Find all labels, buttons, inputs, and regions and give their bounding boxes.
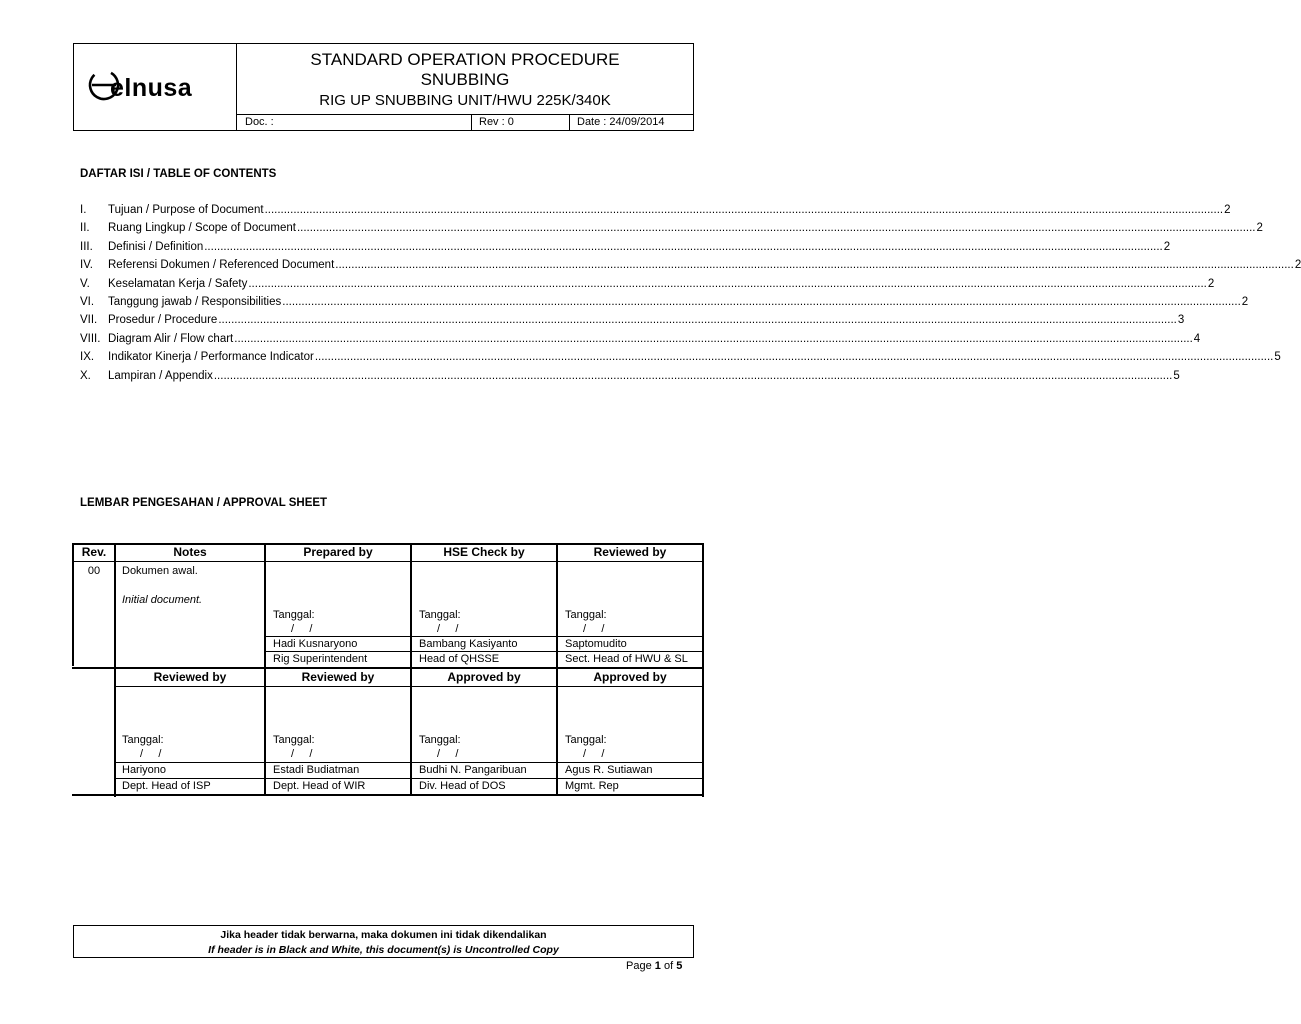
toc-leader: ............................................................................................................................................................................................................................................................................................................ xyxy=(314,351,1274,364)
toc-title: Indikator Kinerja / Performance Indicator xyxy=(108,351,314,364)
approval-table xyxy=(72,543,704,797)
note-id: Dokumen awal. xyxy=(122,565,198,577)
toc-number: V. xyxy=(80,277,90,290)
date-slashes: / / xyxy=(291,748,313,760)
toc-item[interactable] xyxy=(80,332,1201,351)
toc-title: Tujuan / Purpose of Document xyxy=(108,204,264,216)
toc-title: Tanggung jawab / Responsibilities xyxy=(108,296,282,308)
tanggal-label: Tanggal: xyxy=(273,609,315,621)
col-prepared: Prepared by xyxy=(303,545,373,559)
toc-title: Ruang Lingkup / Scope of Document xyxy=(108,222,296,235)
toc-item[interactable] xyxy=(80,259,1301,277)
page-total: 5 xyxy=(676,960,683,972)
toc-page: 4 xyxy=(1193,332,1201,345)
page-label: Page xyxy=(626,960,652,972)
col-reviewed-2: Reviewed by xyxy=(153,670,227,684)
toc-page: 2 xyxy=(1224,204,1231,216)
toc-leader: ............................................................................................................................................................................................................................................................................................................ xyxy=(218,314,1177,327)
toc-leader: ............................................................................................................................................................................................................................................................................................................ xyxy=(296,222,1256,235)
tanggal-label: Tanggal: xyxy=(565,609,607,621)
tanggal-label: Tanggal: xyxy=(419,734,461,746)
col-approved-2: Approved by xyxy=(593,670,667,684)
toc-leader: ............................................................................................................................................................................................................................................................................................................ xyxy=(204,240,1163,253)
col-reviewed-3: Reviewed by xyxy=(301,670,375,684)
toc-number: VIII. xyxy=(80,332,101,345)
toc-page: 2 xyxy=(1163,240,1171,253)
toc-item[interactable] xyxy=(80,314,1185,332)
toc-item[interactable] xyxy=(80,369,1180,388)
toc-page: 2 xyxy=(1256,222,1263,235)
toc-number: IV. xyxy=(80,259,94,272)
toc-title: Lampiran / Appendix xyxy=(108,369,213,382)
toc-page: 5 xyxy=(1173,369,1180,382)
toc-heading: DAFTAR ISI / TABLE OF CONTENTS xyxy=(80,168,277,180)
signer-title: Dept. Head of ISP xyxy=(122,780,211,792)
page-number xyxy=(626,960,682,972)
doc-topic: RIG UP SNUBBING UNIT/HWU 225K/340K xyxy=(319,92,611,109)
toc-page: 2 xyxy=(1207,277,1215,290)
toc-number: VII. xyxy=(80,314,98,327)
date-slashes: / / xyxy=(437,748,459,760)
signer-name: Budhi N. Pangaribuan xyxy=(419,764,527,776)
approval-heading: LEMBAR PENGESAHAN / APPROVAL SHEET xyxy=(80,497,328,509)
signer-title: Mgmt. Rep xyxy=(565,780,619,792)
toc-number: IX. xyxy=(80,351,95,364)
tanggal-label: Tanggal: xyxy=(273,734,315,746)
date-slashes: / / xyxy=(583,623,605,635)
logo-cell xyxy=(74,44,237,130)
doc-number: Doc. : xyxy=(237,114,472,130)
toc-item[interactable] xyxy=(80,204,1231,222)
toc-number: X. xyxy=(80,369,91,382)
date: Date : 24/09/2014 xyxy=(577,116,665,128)
date-slashes: / / xyxy=(437,623,459,635)
toc-number: VI. xyxy=(80,296,95,308)
signer-name: Agus R. Sutiawan xyxy=(565,764,653,776)
toc-page: 2 xyxy=(1241,296,1249,308)
signer-title: Head of QHSSE xyxy=(419,653,500,665)
footer-notice xyxy=(73,925,694,958)
date-slashes: / / xyxy=(140,748,162,760)
signer-name: Hadi Kusnaryono xyxy=(273,638,358,650)
toc-title: Referensi Dokumen / Referenced Document xyxy=(108,259,335,272)
toc-title: Prosedur / Procedure xyxy=(108,314,218,327)
logo-text: elnusa xyxy=(110,74,193,102)
tanggal-label: Tanggal: xyxy=(565,734,607,746)
footer-line-en: If header is in Black and White, this document(s) is Uncontrolled Copy xyxy=(208,944,559,956)
page-current: 1 xyxy=(654,960,661,972)
toc-leader: ............................................................................................................................................................................................................................................................................................................ xyxy=(213,369,1173,382)
col-approved-1: Approved by xyxy=(447,670,521,684)
signer-title: Dept. Head of WIR xyxy=(273,780,366,792)
toc-page: 2 xyxy=(1294,259,1301,272)
doc-title: STANDARD OPERATION PROCEDURE xyxy=(310,50,620,69)
toc-title: Diagram Alir / Flow chart xyxy=(108,332,234,345)
revision: Rev : 0 xyxy=(471,114,570,130)
toc-leader: ............................................................................................................................................................................................................................................................................................................ xyxy=(335,259,1294,272)
date-slashes: / / xyxy=(291,623,313,635)
toc-page: 5 xyxy=(1274,351,1281,364)
toc-page: 3 xyxy=(1177,314,1185,327)
toc-item[interactable] xyxy=(80,277,1215,296)
signer-title: Sect. Head of HWU & SL xyxy=(565,653,688,665)
page-of: of xyxy=(663,960,674,972)
signer-title: Rig Superintendent xyxy=(273,653,368,665)
toc-item[interactable] xyxy=(80,296,1249,314)
toc-leader: ............................................................................................................................................................................................................................................................................................................ xyxy=(282,296,1241,308)
toc-title: Keselamatan Kerja / Safety xyxy=(108,277,248,290)
title-block xyxy=(237,44,693,115)
toc-item[interactable] xyxy=(80,222,1263,240)
note-en: Initial document. xyxy=(122,594,203,606)
col-rev: Rev. xyxy=(81,545,107,559)
signer-name: Saptomudito xyxy=(565,638,627,650)
tanggal-label: Tanggal: xyxy=(419,609,461,621)
toc-leader: ............................................................................................................................................................................................................................................................................................................ xyxy=(264,204,1224,216)
signer-name: Bambang Kasiyanto xyxy=(419,638,518,650)
meta-row xyxy=(237,114,693,130)
document-header xyxy=(73,43,694,131)
footer-line-id: Jika header tidak berwarna, maka dokumen ini tidak dikendalikan xyxy=(220,929,547,941)
signer-name: Estadi Budiatman xyxy=(273,764,360,776)
toc-number: III. xyxy=(80,240,93,253)
tanggal-label: Tanggal: xyxy=(122,734,164,746)
toc-leader: ............................................................................................................................................................................................................................................................................................................ xyxy=(248,277,1207,290)
date-slashes: / / xyxy=(583,748,605,760)
signer-name: Hariyono xyxy=(122,764,167,776)
toc-number: II. xyxy=(80,222,90,235)
col-reviewed: Reviewed by xyxy=(593,545,667,559)
signer-title: Div. Head of DOS xyxy=(419,780,506,792)
toc-item[interactable] xyxy=(80,351,1281,369)
toc-item[interactable] xyxy=(80,240,1171,259)
toc-title: Definisi / Definition xyxy=(108,240,204,253)
col-hse: HSE Check by xyxy=(443,545,525,559)
doc-subtitle: SNUBBING xyxy=(420,70,510,89)
col-notes: Notes xyxy=(173,545,207,559)
toc-number: I. xyxy=(80,204,87,216)
toc-leader: ............................................................................................................................................................................................................................................................................................................ xyxy=(234,332,1193,345)
rev-value: 00 xyxy=(87,565,101,577)
